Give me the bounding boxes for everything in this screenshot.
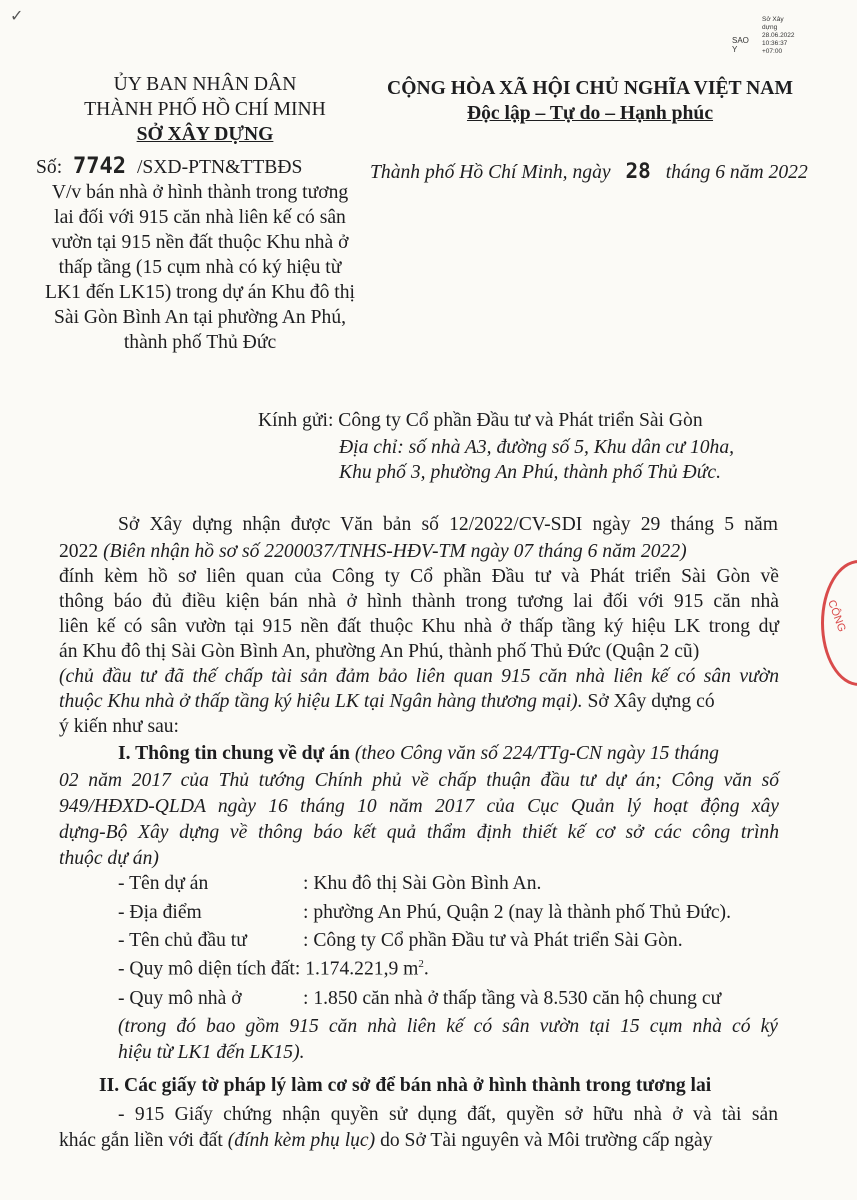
place-date: Thành phố Hồ Chí Minh, ngày 28 tháng 6 năm 2022	[370, 159, 808, 183]
recipient-address-2: Khu phố 3, phường An Phú, thành phố Thủ Đức.	[339, 462, 721, 483]
copy-stamp-label: SAO Y	[732, 36, 749, 54]
item-label: - Địa điểm	[118, 902, 202, 923]
item-label: - Quy mô nhà ở	[118, 988, 242, 1009]
recipient-address-1: Địa chỉ: số nhà A3, đường số 5, Khu dân cư 10ha,	[339, 437, 735, 458]
handwritten-day: 28	[625, 159, 651, 183]
seal-text: CÔNG	[825, 598, 848, 634]
section-1-title: I. Thông tin chung về dự án	[118, 743, 350, 764]
national-motto: Độc lập – Tự do – Hạnh phúc	[466, 103, 714, 124]
section-2-title: II. Các giấy tờ pháp lý làm cơ sở để bán nhà ở hình thành trong tương lai	[99, 1075, 712, 1096]
item-label: - Quy mô diện tích đất: 1.174.221,9 $m^2$.	[118, 958, 429, 980]
issuer-line-1: ỦY BAN NHÂN DÂN	[113, 74, 297, 95]
item-value: : 1.850 căn nhà ở thấp tầng và 8.530 căn hộ chung cư	[303, 988, 722, 1009]
document-page: ✓ SAO Y Sở Xây dựng 28.06.2022 10:36:37 +07:00 ỦY BAN NHÂN DÂN THÀNH PHỐ HỒ CHÍ MINH SỞ XÂY DỰNG Số: 7742 /SXD-PTN&TTBĐS V/v bán nhà ở hình thành trong tương lai đối với 915 căn nhà liên kế có sân vườn tại 915 nền đất thuộc Khu nhà ở thấp tầng (15 cụm nhà có ký hiệu từ LK1 đến LK15) trong dự án Khu đô thị Sài Gòn Bình An tại phường An Phú, thành phố Thủ Đức CỘNG HÒA XÃ HỘI CHỦ NGHĨA VIỆT NAM Độc lập – Tự do – Hạnh phúc Thành phố Hồ Chí Minh, ngày 28 tháng 6 năm 2022 Kính gửi: Công ty Cổ phần Đầu tư và Phát triển Sài Gòn Địa chỉ: số nhà A3, đường số 5, Khu dân cư 10ha, Khu phố 3, phường An Phú, thành phố Thủ Đức. Sở Xây dựng nhận được Văn bản số 12/2022/CV-SDI ngày 29 tháng 5 năm 2022 (Biên nhận hồ sơ số 2200037/TNHS-HĐV-TM ngày 07 tháng 6 năm 2022) đính kèm hồ sơ liên quan của Công ty Cổ phần Đầu tư và Phát triển Sài Gòn về thông báo đủ điều kiện bán nhà ở hình thành trong tương lai đối với 915 căn nhà liên kế có sân vườn tại 915 nền đất thuộc Khu nhà ở thấp tầng ký hiệu LK trong dự án Khu đô thị Sài Gòn Bình An, phường An Phú, thành phố Thủ Đức (Quận 2 cũ) (chủ đầu tư đã thế chấp tài sản đảm bảo liên quan 915 căn nhà liên kế có sân vườn thuộc Khu nhà ở thấp tầng ký hiệu LK tại Ngân hàng thương mại). Sở Xây dựng có ý kiến như sau: I. Thông tin chung về dự án (theo Công văn số 224/TTg-CN ngày 15 tháng 02 năm 2017 của Thủ tướng Chính phủ về chấp thuận đầu tư dự án; Công văn số 949/HĐXD-QLDA ngày 16 tháng 10 năm 2017 của Cục Quản lý hoạt động xây dựng-Bộ Xây dựng về thông báo kết quả thẩm định thiết kế cơ sở các công trình thuộc dự án) - Tên dự án : Khu đô thị Sài Gòn Bình An. - Địa điểm : phường An Phú, Quận 2 (nay là thành phố Thủ Đức). - Tên chủ đầu tư : Công ty Cổ phần Đầu tư và Phát triển Sài Gòn. - Quy mô diện tích đất: 1.174.221,9 $m^2$. - Quy mô nhà ở : 1.850 căn nhà ở thấp tầng và 8.530 căn hộ chung cư (trong đó bao gồm 915 căn nhà liên kế có sân vườn tại 15 cụm nhà có ký hiệu từ LK1 đến LK15). II. Các giấy tờ pháp lý làm cơ sở để bán nhà ở hình thành trong tương lai - 915 Giấy chứng nhận quyền sử dụng đất, quyền sở hữu nhà ở và tài sản khác gắn liền với đất (đính kèm phụ lục) do Sở Tài nguyên và Môi trường cấp ngày CÔNG	[0, 0, 857, 1200]
item-label: - Tên chủ đầu tư	[118, 930, 247, 951]
copy-stamp-meta: Sở Xây dựng 28.06.2022 10:36:37 +07:00	[762, 16, 795, 55]
document-number: Số: 7742 /SXD-PTN&TTBĐS	[36, 154, 303, 179]
item-value: : Khu đô thị Sài Gòn Bình An.	[303, 873, 542, 894]
check-mark: ✓	[10, 8, 24, 25]
item-value: : phường An Phú, Quận 2 (nay là thành phố Thủ Đức).	[303, 902, 731, 923]
recipient-line: Kính gửi: Công ty Cổ phần Đầu tư và Phát triển Sài Gòn	[258, 410, 703, 431]
item-value: : Công ty Cổ phần Đầu tư và Phát triển Sài Gòn.	[303, 930, 683, 951]
issuer-department: SỞ XÂY DỰNG	[136, 124, 274, 145]
handwritten-number: 7742	[73, 154, 127, 179]
national-title: CỘNG HÒA XÃ HỘI CHỦ NGHĨA VIỆT NAM	[387, 78, 793, 99]
issuer-line-2: THÀNH PHỐ HỒ CHÍ MINH	[84, 99, 326, 120]
item-label: - Tên dự án	[118, 873, 209, 894]
